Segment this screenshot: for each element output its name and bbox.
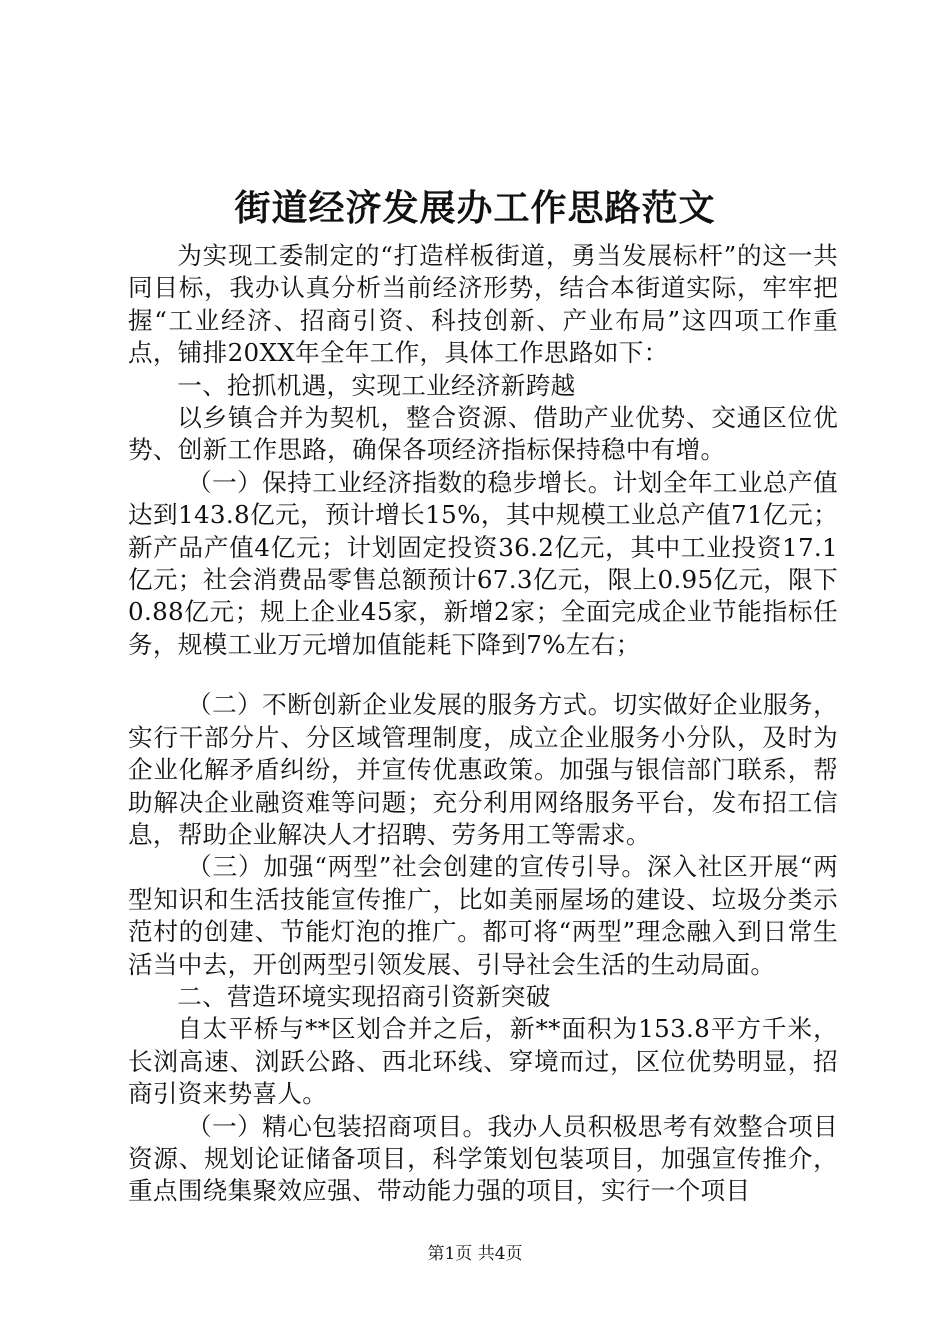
paragraph-item-1-3: （三）加强“两型”社会创建的宣传引导。深入社区开展“两型知识和生活技能宣传推广，比如美丽屋场的建设、垃圾分类示范村的创建、节能灯泡的推广。都可将“两型”理念融入到日常生活当中去，开创两型引领发展、引导社会生活的生动局面。	[128, 852, 838, 979]
paragraph-section-1-intro: 以乡镇合并为契机，整合资源、借助产业优势、交通区位优势、创新工作思路，确保各项经济指标保持稳中有增。	[128, 403, 838, 465]
section-heading-2: 二、营造环境实现招商引资新突破	[177, 981, 551, 1011]
paragraph-section-2-intro: 自太平桥与**区划合并之后，新**面积为153.8平方千米，长浏高速、浏跃公路、西北环线、穿境而过，区位优势明显，招商引资来势喜人。	[128, 1014, 838, 1109]
paragraph-item-1-1: （一）保持工业经济指数的稳步增长。计划全年工业总产值达到143.8亿元，预计增长15%，其中规模工业总产值71亿元；新产品产值4亿元；计划固定投资36.2亿元，其中工业投资17.1亿元；社会消费品零售总额预计67.3亿元，限上0.95亿元，限下0.88亿元；规上企业45家，新增2家；全面完成企业节能指标任务，规模工业万元增加值能耗下降到7%左右；	[128, 467, 838, 659]
paragraph-spacer	[128, 661, 838, 689]
document-body	[128, 240, 838, 1208]
document-title: 街道经济发展办工作思路范文	[234, 187, 716, 229]
page-footer: 第1页 共4页	[427, 1244, 523, 1264]
paragraph-intro: 为实现工委制定的“打造样板街道，勇当发展标杆”的这一共同目标，我办认真分析当前经济形势，结合本街道实际，牢牢把握“工业经济、招商引资、科技创新、产业布局”这四项工作重点，铺排20XX年全年工作，具体工作思路如下：	[128, 241, 838, 368]
paragraph-item-2-1: （一）精心包装招商项目。我办人员积极思考有效整合项目资源、规划论证储备项目，科学策划包装项目，加强宣传推介，重点围绕集聚效应强、带动能力强的项目，实行一个项目	[128, 1111, 838, 1206]
section-heading-1: 一、抢抓机遇，实现工业经济新跨越	[177, 370, 576, 400]
paragraph-item-1-2: （二）不断创新企业发展的服务方式。切实做好企业服务，实行干部分片、分区域管理制度，成立企业服务小分队，及时为企业化解矛盾纠纷，并宣传优惠政策。加强与银信部门联系，帮助解决企业融资难等问题；充分利用网络服务平台，发布招工信息，帮助企业解决人才招聘、劳务用工等需求。	[128, 690, 838, 849]
